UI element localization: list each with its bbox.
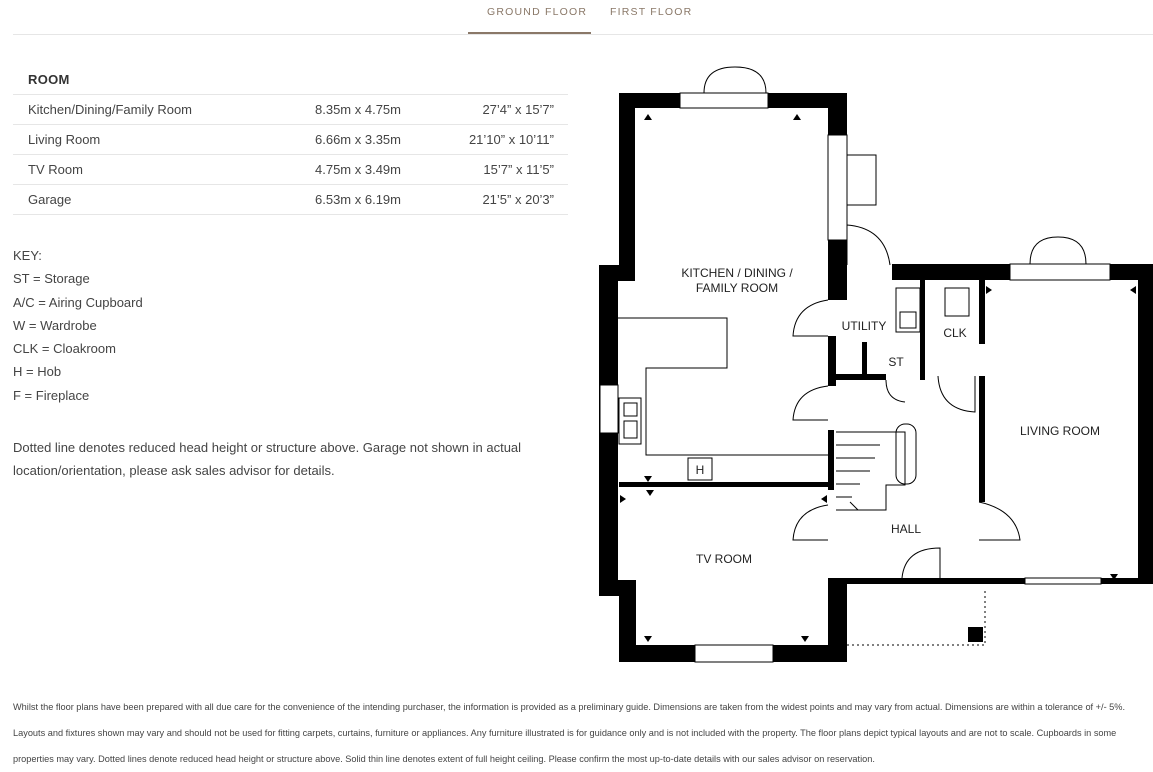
room-metric: 6.66m x 3.35m xyxy=(315,132,401,147)
room-imperial: 27’4” x 15’7” xyxy=(482,102,554,117)
room-name: TV Room xyxy=(28,162,83,177)
table-row xyxy=(13,125,568,155)
tabs-divider xyxy=(13,34,1153,35)
table-row xyxy=(13,185,568,215)
label-utility: UTILITY xyxy=(841,319,887,333)
room-metric: 6.53m x 6.19m xyxy=(315,192,401,207)
tab-ground-floor[interactable]: GROUND FLOOR xyxy=(487,6,588,18)
room-imperial: 21’5” x 20’3” xyxy=(482,192,554,207)
label-kitchen-1: KITCHEN / DINING / xyxy=(681,266,793,280)
room-dimensions-table xyxy=(13,66,568,215)
label-st: ST xyxy=(888,355,904,369)
table-row xyxy=(13,155,568,185)
tab-first-floor[interactable]: FIRST FLOOR xyxy=(610,6,693,18)
label-kitchen-2: FAMILY ROOM xyxy=(695,281,779,295)
key-item: F = Fireplace xyxy=(13,387,90,403)
key-item: A/C = Airing Cupboard xyxy=(13,294,143,310)
room-name: Garage xyxy=(28,192,72,207)
floor-tabs xyxy=(0,0,1153,34)
room-metric: 8.35m x 4.75m xyxy=(315,102,401,117)
dotted-line-note: Dotted line denotes reduced head height or structure above. Garage not shown in actual location/orientation, please ask sales advisor for details. xyxy=(13,440,522,478)
key-item: ST = Storage xyxy=(13,271,90,287)
key-item: W = Wardrobe xyxy=(13,317,97,333)
label-living-room: LIVING ROOM xyxy=(1019,424,1101,438)
label-clk: CLK xyxy=(943,326,967,340)
key-title: KEY: xyxy=(13,248,42,263)
plan-key xyxy=(13,244,143,407)
table-row xyxy=(13,95,568,125)
room-metric: 4.75m x 3.49m xyxy=(315,162,401,177)
key-item: H = Hob xyxy=(13,364,62,380)
label-tv-room: TV ROOM xyxy=(696,552,752,566)
key-item: CLK = Cloakroom xyxy=(13,341,116,357)
room-name: Kitchen/Dining/Family Room xyxy=(28,102,193,117)
label-hall: HALL xyxy=(890,522,922,536)
room-imperial: 21’10” x 10’11” xyxy=(468,132,554,147)
room-imperial: 15’7” x 11’5” xyxy=(483,162,554,177)
room-name: Living Room xyxy=(28,132,101,147)
table-header: ROOM xyxy=(13,66,568,95)
label-hob: H xyxy=(695,463,705,477)
ground-floor-plan xyxy=(590,60,1153,670)
disclaimer-text: Whilst the floor plans have been prepared with all due care for the convenience of the intending purchaser, the information is provided as a preliminary guide. Dimensions are taken from the widest points and may vary from actual. Dimensions are within a tolerance of +/- 5%. Layouts and fixtures shown may vary and should not be used for fitting carpets, curtains, furniture or appliances. Any furniture illustrated is for guidance only and is not included with the property. The floor plans depict typical layouts and are not to scale. Cupboards in some properties may vary. Dotted lines denote reduced head height or structure above. Solid thin line denotes extent of full height ceiling. Please confirm the most up-to-date details with our sales advisor on reservation. xyxy=(13,702,1126,764)
